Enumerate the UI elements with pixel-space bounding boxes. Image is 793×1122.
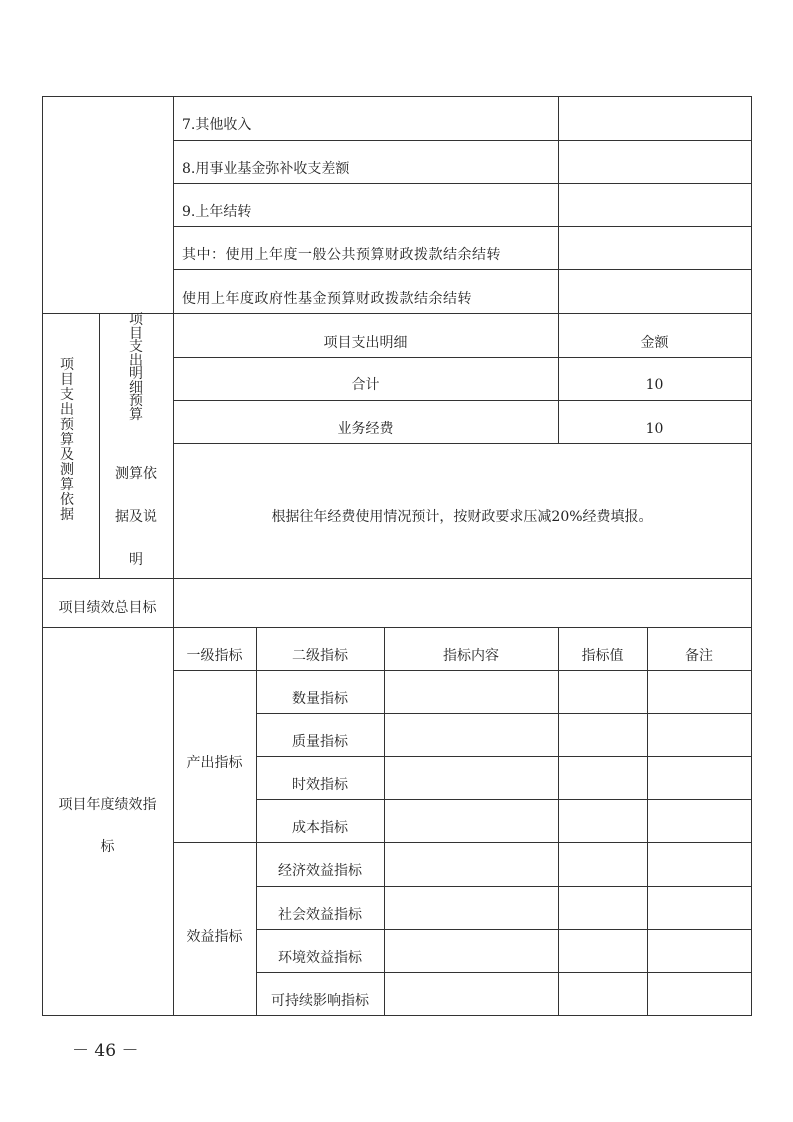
indicator-item: 数量指标: [292, 691, 348, 707]
overall-goal-label: 项目绩效总目标: [58, 600, 157, 616]
expense-sub-title: 项目支出明细预算: [129, 312, 143, 423]
indicators-title: 项目年度绩效指: [58, 797, 157, 813]
page-number: － 46 －: [72, 1041, 139, 1061]
indicators-header: 备注: [685, 648, 713, 664]
income-row-label: 8.用事业基金弥补收支差额: [182, 161, 350, 177]
indicator-item: 可持续影响指标: [271, 993, 369, 1009]
expense-row-amount: 10: [645, 421, 664, 437]
expense-header-amount: 金额: [640, 335, 669, 351]
expense-row-label: 业务经费: [337, 421, 394, 437]
indicator-item: 环境效益指标: [278, 950, 362, 966]
indicator-item: 经济效益指标: [278, 863, 362, 879]
indicator-item: 社会效益指标: [278, 907, 362, 923]
income-row-label: 其中：使用上年度一般公共预算财政拨款结余结转: [182, 247, 501, 263]
expense-row-amount: 10: [645, 377, 664, 393]
indicators-title: 标: [100, 839, 115, 855]
basis-label: 据及说: [115, 509, 157, 525]
indicator-group: 效益指标: [186, 929, 243, 945]
indicator-item: 成本指标: [292, 820, 348, 836]
expense-section-title: 项目支出预算及测算依据: [60, 357, 74, 523]
indicator-item: 质量指标: [292, 734, 348, 750]
expense-row-label: 合计: [351, 377, 380, 393]
indicators-header: 指标值: [581, 648, 624, 664]
basis-label: 明: [129, 552, 143, 568]
income-row-label: 使用上年度政府性基金预算财政拨款结余结转: [182, 291, 472, 307]
basis-label: 测算依: [115, 466, 157, 482]
income-row-label: 9.上年结转: [182, 204, 252, 220]
income-row-label: 7.其他收入: [182, 117, 252, 133]
indicators-header: 指标内容: [443, 648, 499, 664]
basis-text: 根据往年经费使用情况预计，按财政要求压减20%经费填报。: [271, 509, 653, 525]
expense-header-detail: 项目支出明细: [323, 335, 408, 351]
indicators-header: 一级指标: [186, 648, 243, 664]
indicator-item: 时效指标: [292, 777, 348, 793]
indicator-group: 产出指标: [186, 755, 243, 771]
indicators-header: 二级指标: [292, 648, 348, 664]
